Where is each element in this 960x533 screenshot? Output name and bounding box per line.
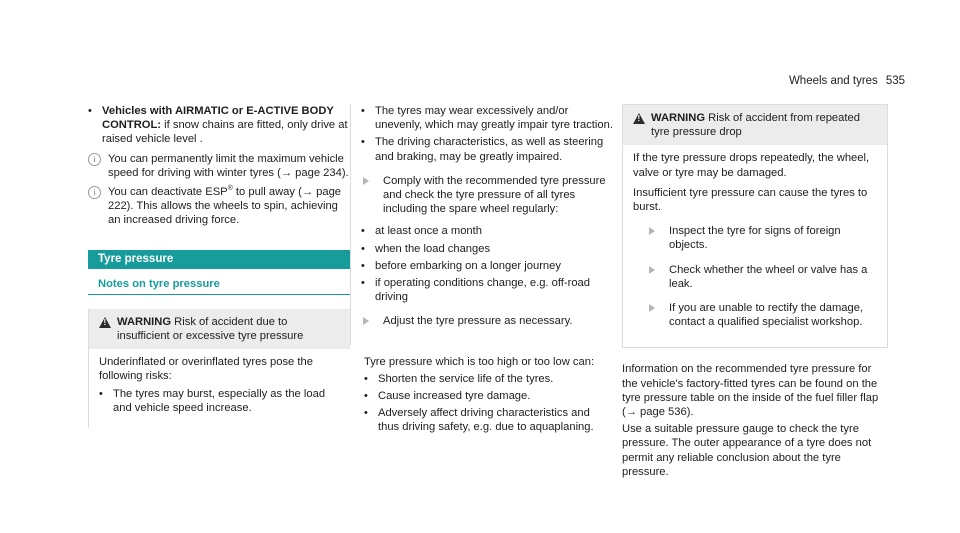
list-item: • if operating conditions change, e.g. off-road driving (361, 276, 614, 304)
warning-title: Risk of accident due to insufficient or excessive tyre pressure (117, 315, 304, 343)
warning-icon (99, 317, 111, 328)
warning-text: Insufficient tyre pressure can cause the tyres to burst. (633, 186, 868, 214)
warning-header (89, 309, 350, 349)
instruction-step: Adjust the tyre pressure as necessary. (347, 314, 614, 328)
warning-text: Underinflated or overinflated tyres pose the following risks: (99, 356, 313, 383)
list-item: • when the load changes (361, 242, 614, 256)
bullet-text: if snow chains are fitted, only drive at raised vehicle level . (102, 119, 348, 146)
list-item: • The tyres may burst, especially as the load and vehicle speed increase. (99, 387, 340, 415)
page-ref[interactable]: page 536). (636, 406, 694, 419)
section-name: Wheels and tyres (788, 75, 878, 87)
column-3 (622, 104, 888, 479)
column-1 (88, 104, 350, 428)
arrow-icon: → (625, 406, 637, 419)
paragraph: Tyre pressure which is too high or too low can: (364, 355, 595, 368)
info-note (88, 152, 350, 180)
instruction-step: If you are unable to rectify the damage, contact a qualified specialist workshop. (633, 301, 877, 329)
info-note (88, 185, 350, 228)
column-2 (364, 104, 614, 438)
info-icon: i (88, 153, 101, 166)
warning-continuation (350, 104, 614, 345)
subsection-title: Notes on tyre pressure (88, 277, 350, 295)
warning-label: WARNING (651, 112, 706, 124)
note-text: You can permanently limit the maximum vehicle speed for driving with winter tyres ( (108, 152, 344, 179)
registered-mark: ® (227, 185, 233, 193)
list-item: • Shorten the service life of the tyres. (364, 372, 614, 386)
page-ref[interactable]: page 234). (292, 166, 349, 179)
warning-box (88, 309, 350, 428)
instruction-step: Inspect the tyre for signs of foreign objects. (633, 224, 877, 252)
list-item: • before embarking on a longer journey (361, 259, 614, 273)
info-icon: i (88, 186, 101, 199)
running-header (789, 74, 905, 88)
instruction-step: Comply with the recommended tyre pressure and check the tyre pressure of all tyres including the spare wheel regularly: (347, 174, 614, 217)
gauge-paragraph: Use a suitable pressure gauge to check the tyre pressure. The outer appearance of a tyre does not permit any reliable conclusion about the tyre pressure. (622, 423, 872, 478)
warning-box (622, 104, 888, 348)
page-number: 535 (885, 75, 905, 87)
section-title: Tyre pressure (88, 250, 350, 269)
arrow-icon: → (301, 186, 314, 199)
list-item (88, 104, 350, 147)
warning-title: Risk of accident from repeated tyre pressure drop (651, 112, 860, 139)
list-item: • The tyres may wear excessively and/or unevenly, which may greatly impair tyre traction. (361, 104, 614, 132)
warning-label: WARNING (117, 315, 172, 328)
bullet-bold-lead: Vehicles with AIRMATIC or E-ACTIVE BODY CONTROL: (102, 105, 334, 132)
warning-header (623, 105, 887, 145)
warning-body (623, 145, 887, 347)
note-text: to pull away ( (232, 186, 302, 199)
note-text: You can deactivate ESP (108, 186, 228, 199)
warning-text: If the tyre pressure drops repeatedly, the wheel, valve or tyre may be damaged. (633, 152, 870, 179)
info-text: Information on the recommended tyre pressure for the vehicle's factory-fitted tyres can be found on the tyre pressure table on the inside of the fuel filler flap ( (622, 363, 879, 419)
instruction-step: Check whether the wheel or valve has a leak. (633, 263, 877, 291)
page-ref[interactable]: page 222). This allows the wheels to spin, achieving an increased driving force. (108, 186, 342, 227)
list-item: • Adversely affect driving characteristics and thus driving safety, e.g. due to aquaplaning. (364, 406, 614, 434)
list-item: • at least once a month (361, 224, 614, 238)
list-item: • Cause increased tyre damage. (364, 389, 614, 403)
list-item: • The driving characteristics, as well as steering and braking, may be greatly impaired. (361, 135, 614, 163)
warning-body (89, 349, 350, 428)
arrow-icon: → (280, 166, 293, 179)
warning-icon (633, 113, 645, 124)
info-paragraph (622, 362, 888, 419)
